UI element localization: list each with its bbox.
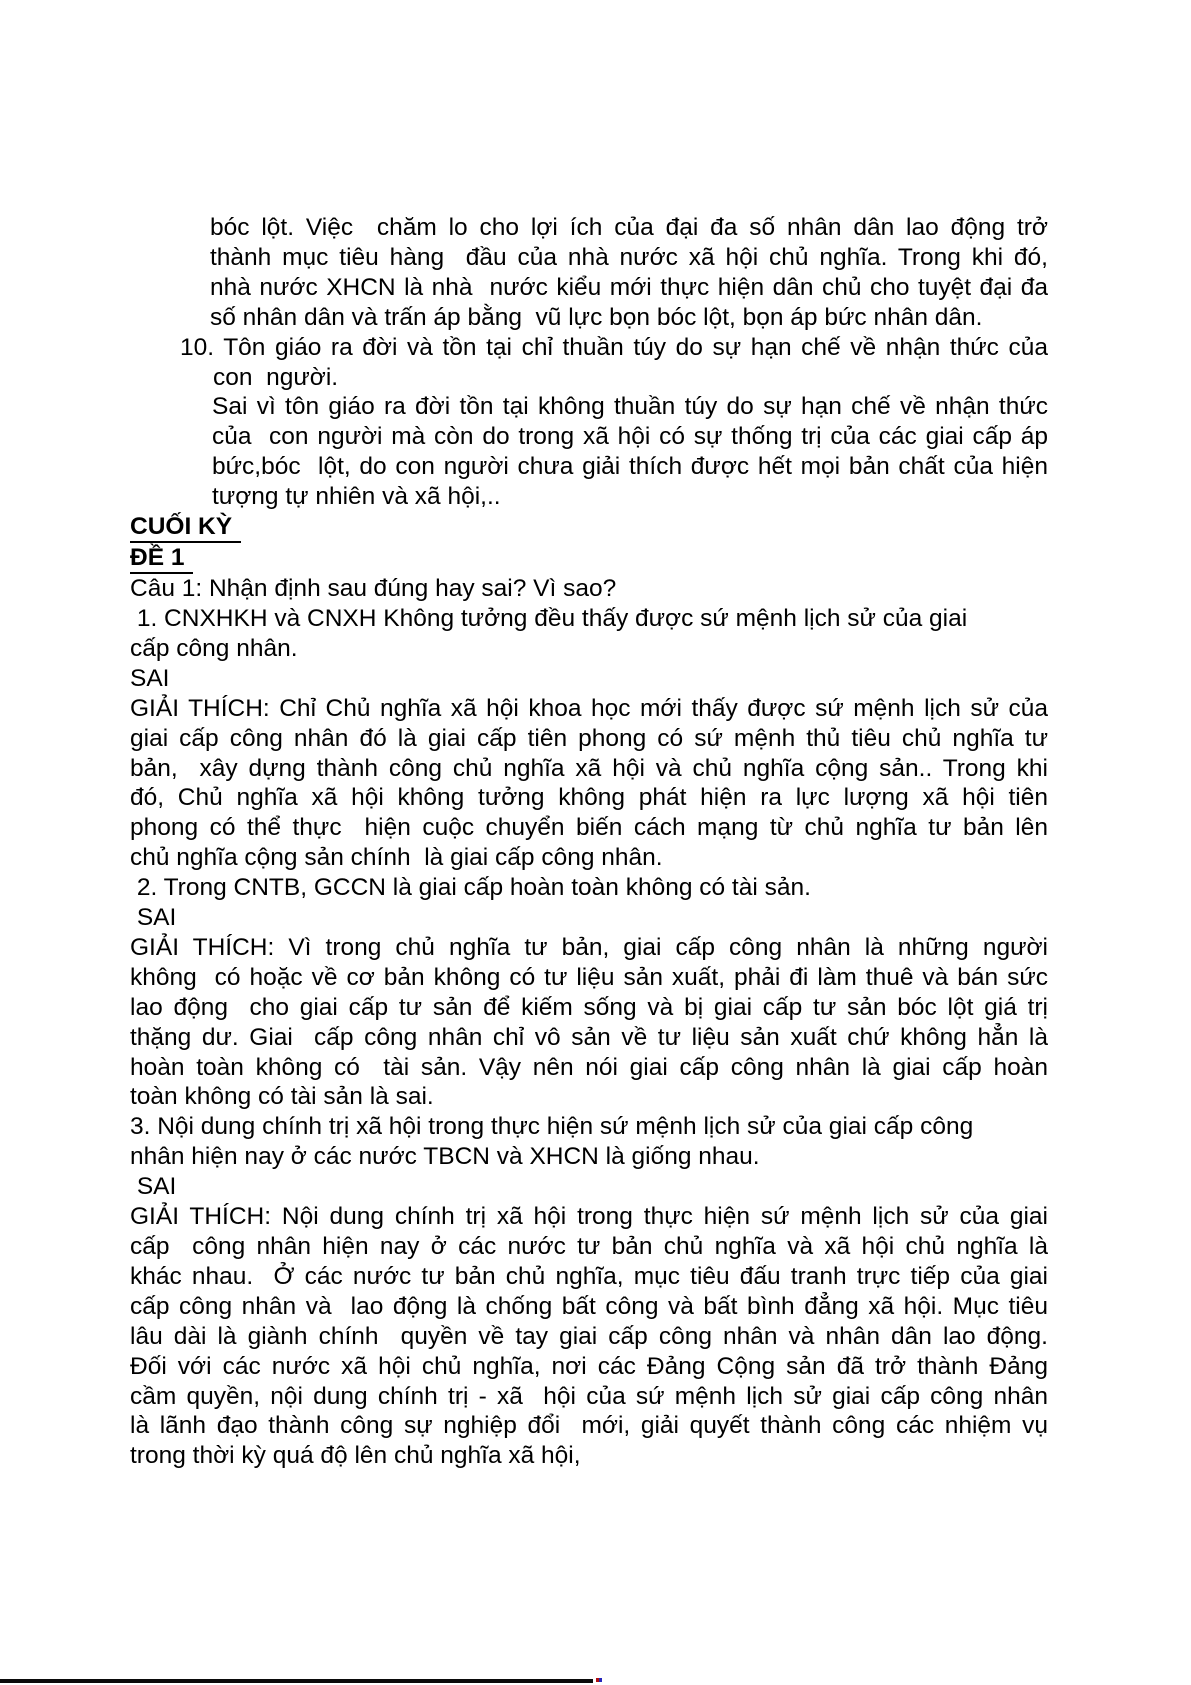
text-line: cấp công nhân và lao động là chống bất công và bất bình đẳng xã hội. Mục tiêu: [130, 1292, 1048, 1320]
text-line: con người.: [213, 363, 339, 391]
text-line: SAI: [130, 904, 177, 932]
text-line: Câu 1: Nhận định sau đúng hay sai? Vì sao?: [130, 575, 617, 603]
text-line: bức,bóc lột, do con người chưa giải thích được hết mọi bản chất của hiện: [212, 453, 1048, 481]
item-10-answer: [130, 392, 1048, 512]
heading-line: [130, 543, 1048, 574]
heading-de-1: [130, 543, 1048, 574]
text-line: thành mục tiêu hàng đầu của nhà nước xã hội chủ nghĩa. Trong khi đó,: [210, 243, 1048, 271]
statement-2: [130, 873, 1048, 903]
text-line: nhà nước XHCN là nhà nước kiểu mới thực hiện dân chủ cho tuyệt đại đa: [210, 273, 1048, 301]
text-line: cấp công nhân hiện nay ở các nước tư bản chủ nghĩa và xã hội chủ nghĩa là: [130, 1233, 1048, 1260]
text-line: tượng tự nhiên và xã hội,..: [212, 483, 501, 511]
explanation-3: [130, 1202, 1048, 1471]
text-line: nhân hiện nay ở các nước TBCN và XHCN là giống nhau.: [130, 1143, 760, 1171]
text-line: của con người mà còn do trong xã hội có sự thống trị của các giai cấp áp: [212, 423, 1048, 451]
text-line: cầm quyền, nội dung chính trị - xã hội của sứ mệnh lịch sử giai cấp công nhân: [130, 1382, 1048, 1410]
heading-line: [130, 512, 1048, 543]
question-cau-1: [130, 574, 1048, 604]
explanation-1: [130, 694, 1048, 873]
explanation-2: [130, 933, 1048, 1112]
text-line: lâu dài là giành chính quyền về tay giai cấp công nhân và nhân dân lao động.: [130, 1322, 1048, 1350]
document-text-body: [130, 213, 1048, 1471]
answer-sai-2: [130, 903, 1048, 933]
text-line: số nhân dân và trấn áp bằng vũ lực bọn bóc lột, bọn áp bức nhân dân.: [210, 303, 983, 331]
text-line: GIẢI THÍCH: Nội dung chính trị xã hội trong thực hiện sứ mệnh lịch sử của giai: [130, 1203, 1048, 1231]
statement-3: [130, 1112, 1048, 1172]
heading-cuoi-ky-label: CUỐI KỲ: [130, 514, 241, 543]
text-line: cấp công nhân.: [130, 634, 298, 662]
text-line: thặng dư. Giai cấp công nhân chỉ vô sản về tư liệu sản xuất chứ không hẳn là: [130, 1023, 1048, 1051]
text-line: 10. Tôn giáo ra đời và tồn tại chỉ thuần túy do sự hạn chế về nhận thức của: [180, 333, 1048, 361]
text-line: trong thời kỳ quá độ lên chủ nghĩa xã hội,: [130, 1442, 581, 1470]
text-line: SAI: [130, 1173, 177, 1201]
statement-1: [130, 604, 1048, 664]
text-line: hoàn toàn không có tài sản. Vậy nên nói giai cấp công nhân là giai cấp hoàn: [130, 1053, 1048, 1081]
bottom-horizontal-rule: [0, 1679, 593, 1683]
text-line: GIẢI THÍCH: Vì trong chủ nghĩa tư bản, giai cấp công nhân là những người: [130, 933, 1048, 961]
para-state-exploitation: [130, 213, 1048, 333]
text-line: 1. CNXHKH và CNXH Không tưởng đều thấy được sứ mệnh lịch sử của giai: [130, 604, 968, 632]
cutoff-blue-mark: [599, 1678, 602, 1682]
text-line: Sai vì tôn giáo ra đời tồn tại không thuần túy do sự hạn chế về nhận thức: [212, 393, 1048, 421]
answer-sai-1: [130, 664, 1048, 694]
text-line: bản, xây dựng thành công chủ nghĩa xã hội và chủ nghĩa cộng sản.. Trong khi: [130, 754, 1048, 782]
answer-sai-3: [130, 1172, 1048, 1202]
text-line: phong có thể thực hiện cuộc chuyển biến cách mạng từ chủ nghĩa tư bản lên: [130, 814, 1048, 842]
text-line: Đối với các nước xã hội chủ nghĩa, nơi các Đảng Cộng sản đã trở thành Đảng: [130, 1352, 1048, 1380]
text-line: lao động cho giai cấp tư sản để kiếm sống và bị giai cấp tư sản bóc lột giá trị: [130, 993, 1048, 1021]
text-line: toàn không có tài sản là sai.: [130, 1083, 434, 1111]
text-line: giai cấp công nhân đó là giai cấp tiên phong có sứ mệnh thủ tiêu chủ nghĩa tư: [130, 724, 1048, 752]
text-line: bóc lột. Việc chăm lo cho lợi ích của đại đa số nhân dân lao động trở: [210, 214, 1048, 241]
text-line: chủ nghĩa cộng sản chính là giai cấp công nhân.: [130, 844, 663, 872]
heading-de-1-label: ĐỀ 1: [130, 545, 193, 574]
text-line: không có hoặc về cơ bản không có tư liệu sản xuất, phải đi làm thuê và bán sức: [130, 963, 1048, 991]
text-line: là lãnh đạo thành công sự nghiệp đổi mới, giải quyết thành công các nhiệm vụ: [130, 1412, 1048, 1440]
item-10-statement: [130, 333, 1048, 393]
text-line: khác nhau. Ở các nước tư bản chủ nghĩa, mục tiêu đấu tranh trực tiếp của giai: [130, 1262, 1048, 1290]
text-line: 3. Nội dung chính trị xã hội trong thực hiện sứ mệnh lịch sử của giai cấp công: [130, 1113, 974, 1141]
text-line: 2. Trong CNTB, GCCN là giai cấp hoàn toàn không có tài sản.: [130, 874, 811, 902]
text-line: SAI: [130, 664, 170, 692]
heading-cuoi-ky: [130, 512, 1048, 543]
text-line: đó, Chủ nghĩa xã hội không tưởng không phát hiện ra lực lượng xã hội tiên: [130, 784, 1048, 812]
text-line: GIẢI THÍCH: Chỉ Chủ nghĩa xã hội khoa học mới thấy được sứ mệnh lịch sử của: [130, 694, 1048, 722]
